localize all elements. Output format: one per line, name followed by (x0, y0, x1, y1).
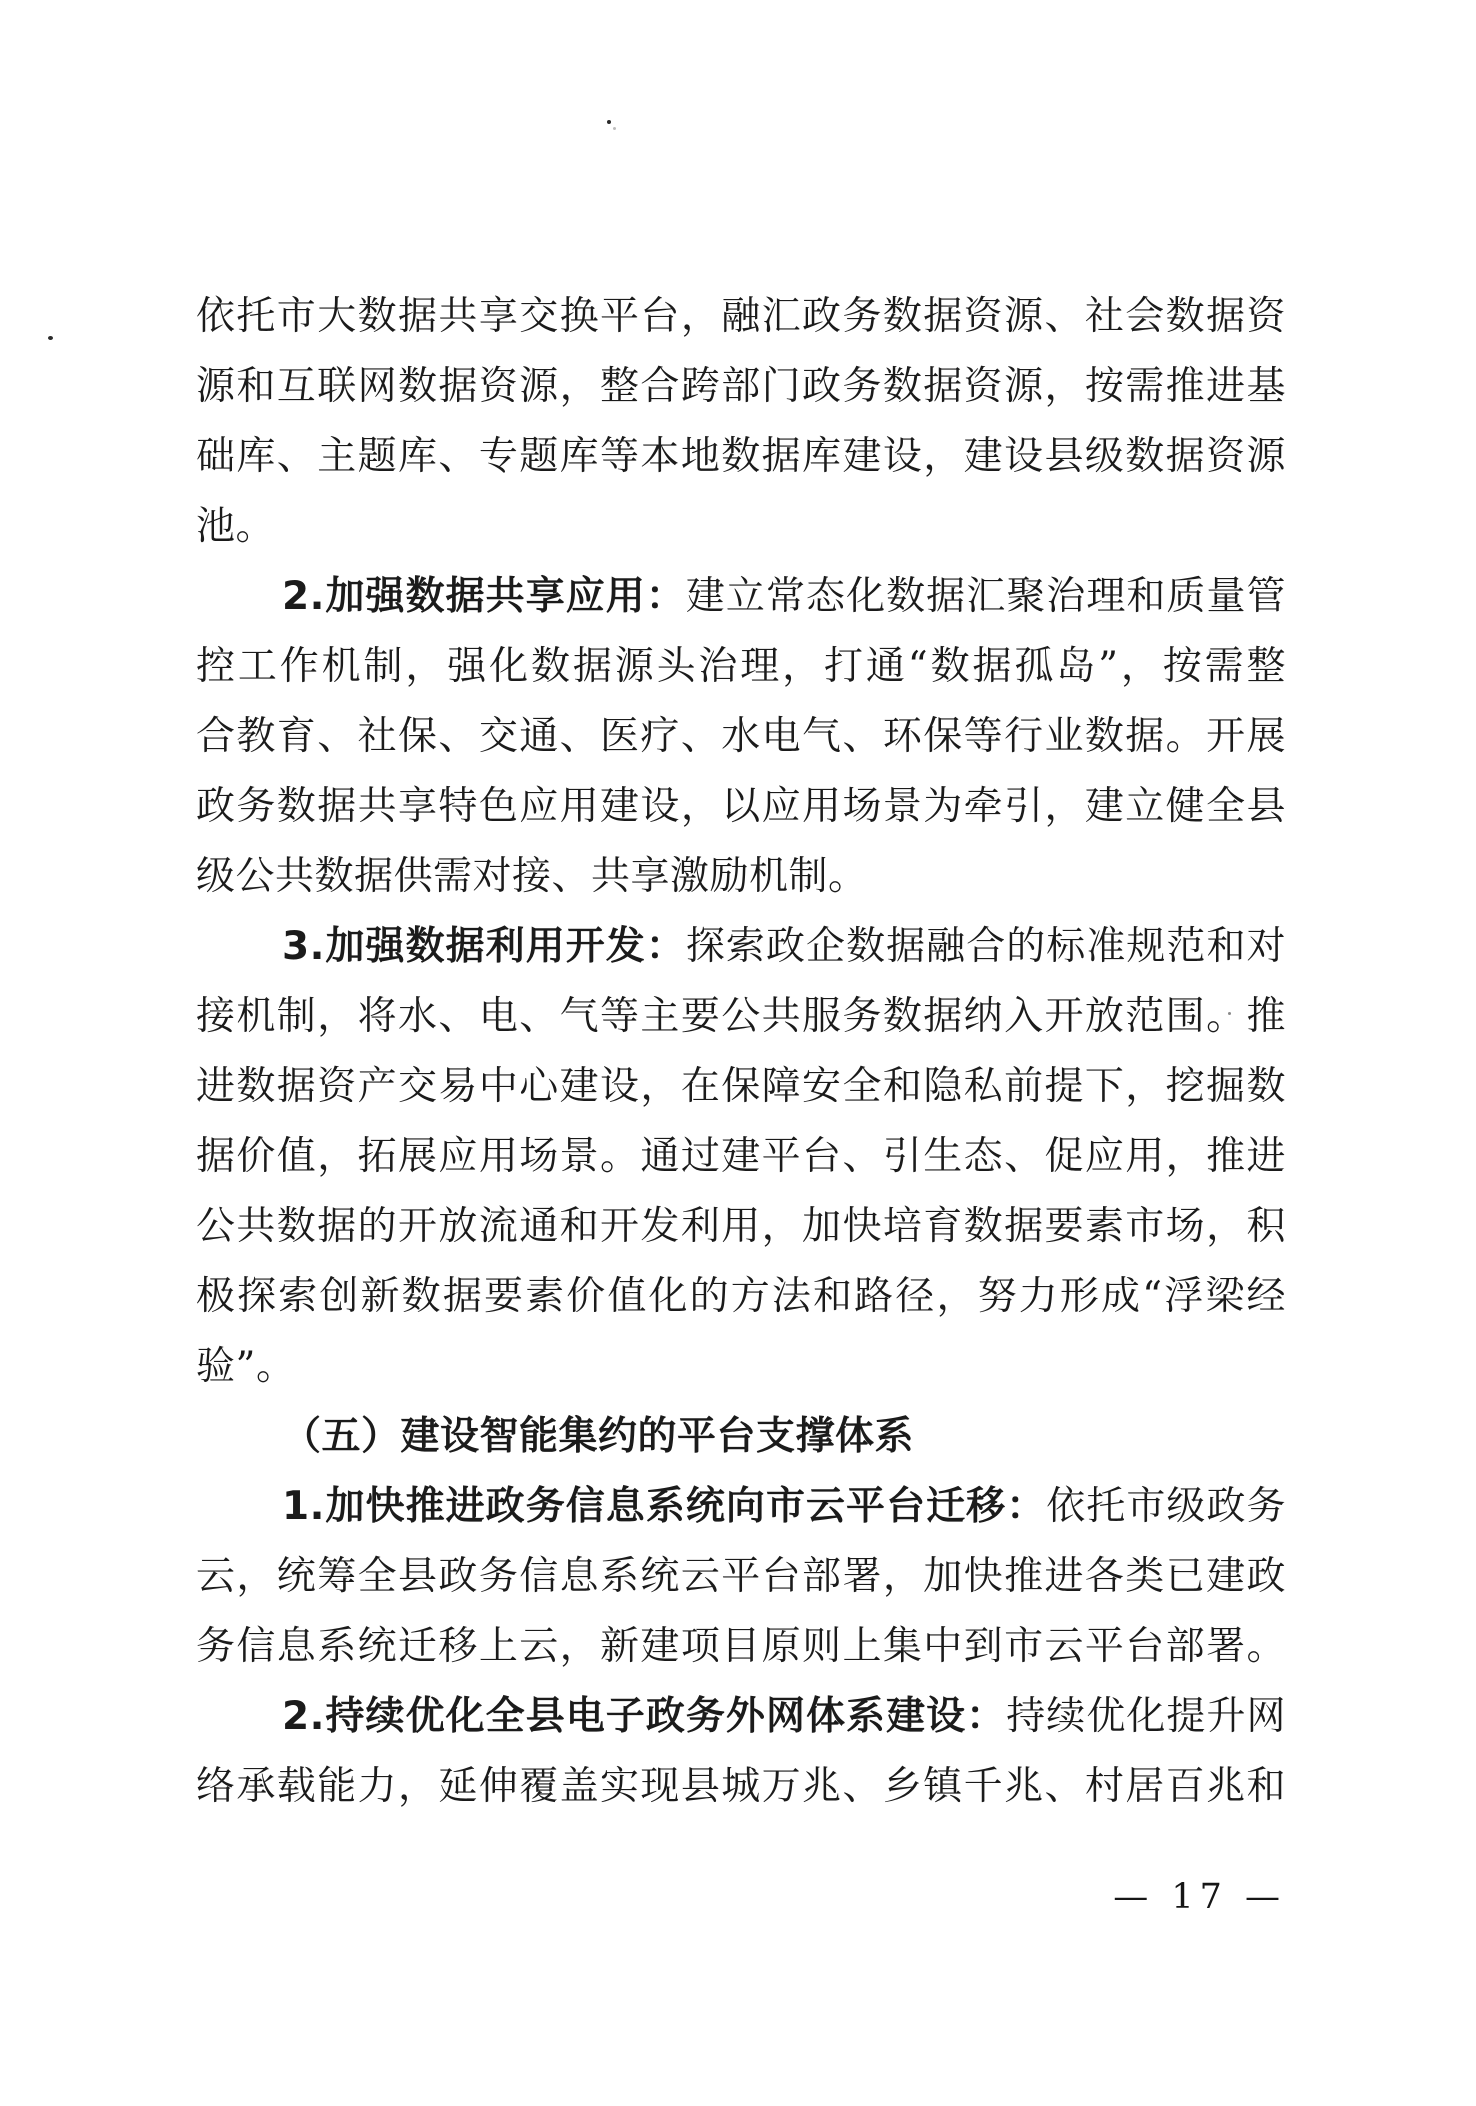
text-line: 据价值，拓展应用场景。通过建平台、引生态、促应用，推进 (196, 1134, 1286, 1179)
section-heading: （五）建设智能集约的平台支撑体系 (282, 1414, 915, 1459)
scan-speck (48, 336, 53, 340)
text-line: 级公共数据供需对接、共享激励机制。 (196, 854, 868, 899)
text-line: 验”。 (196, 1344, 296, 1389)
text-line: 池。 (196, 504, 276, 549)
text-line-heading: 1.加快推进政务信息系统向市云平台迁移：依托市级政务 (282, 1484, 1286, 1529)
text-line-heading: 2.持续优化全县电子政务外网体系建设：持续优化提升网 (282, 1694, 1286, 1739)
text-line: 依托市大数据共享交换平台，融汇政务数据资源、社会数据资 (196, 294, 1286, 339)
text-line: 接机制，将水、电、气等主要公共服务数据纳入开放范围。推 (196, 994, 1286, 1039)
text-line: 公共数据的开放流通和开发利用，加快培育数据要素市场，积 (196, 1204, 1286, 1249)
scan-speck (607, 120, 611, 124)
text-line: 务信息系统迁移上云，新建项目原则上集中到市云平台部署。 (196, 1624, 1286, 1669)
text-line: 合教育、社保、交通、医疗、水电气、环保等行业数据。开展 (196, 714, 1286, 759)
text-line: 进数据资产交易中心建设，在保障安全和隐私前提下，挖掘数 (196, 1064, 1286, 1109)
scan-speck (613, 127, 616, 130)
text-line: 控工作机制，强化数据源头治理，打通“数据孤岛”，按需整 (196, 644, 1286, 689)
page-number: — 17 — (1113, 1877, 1286, 1917)
text-line: 络承载能力，延伸覆盖实现县城万兆、乡镇千兆、村居百兆和 (196, 1764, 1286, 1809)
text-line: 云，统筹全县政务信息系统云平台部署，加快推进各类已建政 (196, 1554, 1286, 1599)
text-line: 源和互联网数据资源，整合跨部门政务数据资源，按需推进基 (196, 364, 1286, 409)
body-text (196, 282, 1286, 1822)
text-line: 础库、主题库、专题库等本地数据库建设，建设县级数据资源 (196, 434, 1286, 479)
text-line: 政务数据共享特色应用建设，以应用场景为牵引，建立健全县 (196, 784, 1286, 829)
text-line-heading: 3.加强数据利用开发：探索政企数据融合的标准规范和对 (282, 924, 1286, 969)
text-line: 极探索创新数据要素价值化的方法和路径，努力形成“浮梁经 (196, 1274, 1286, 1319)
text-line-heading: 2.加强数据共享应用：建立常态化数据汇聚治理和质量管 (282, 574, 1286, 619)
